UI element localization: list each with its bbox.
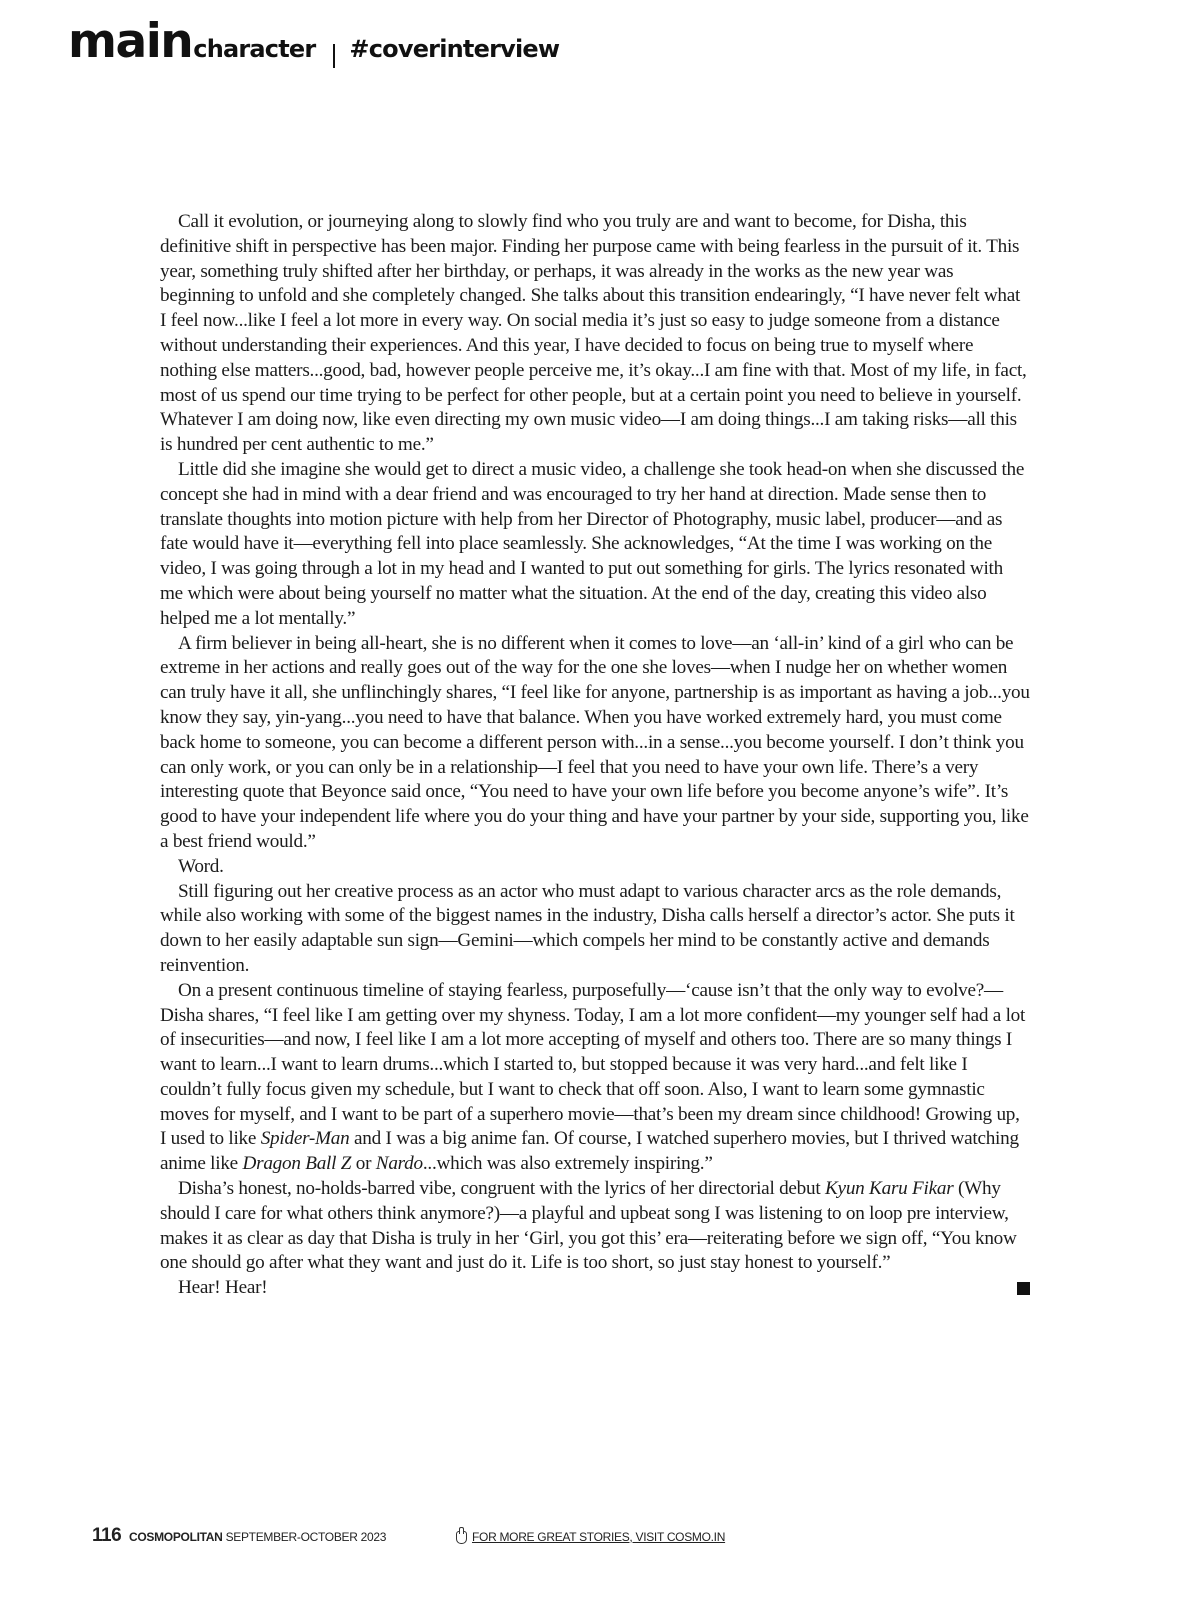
- article-body: [160, 210, 1030, 1301]
- section-header: [68, 14, 560, 78]
- publication-info: [129, 1530, 386, 1544]
- page-number: 116: [92, 1525, 122, 1546]
- p6-text-4: ...which was also extremely inspiring.”: [422, 1153, 713, 1175]
- footer-link-text: FOR MORE GREAT STORIES, VISIT COSMO.IN: [472, 1530, 726, 1544]
- section-title-main: main: [68, 14, 193, 69]
- article-paragraph-6: [160, 979, 1030, 1177]
- section-tag: #coverinterview: [349, 35, 560, 63]
- cosmo-website-link[interactable]: [456, 1530, 725, 1544]
- article-closing: [160, 1276, 1030, 1301]
- article-paragraph-5: Still figuring out her creative process as an actor who must adapt to various character arcs as the role demands, while also working with some of the biggest names in the industry, Disha calls herself a director’s actor. She puts it down to her easily adaptable sun sign—Gemini—which compels her mind to be constantly active and demands reinvention.: [160, 880, 1015, 976]
- issue-date: SEPTEMBER-OCTOBER 2023: [225, 1530, 387, 1544]
- p7-text-1: Disha’s honest, no-holds-barred vibe, congruent with the lyrics of her directorial debut: [178, 1178, 825, 1200]
- p7-title-song: Kyun Karu Fikar: [825, 1178, 954, 1200]
- end-of-article-square-icon: [1017, 1282, 1030, 1295]
- article-paragraph-2: Little did she imagine she would get to direct a music video, a challenge she took head-on when she discussed the concept she had in mind with a dear friend and was encouraged to try her hand at direction. Made sense then to translate thoughts into motion picture with help from her Director of Photography, music label, producer—and as fate would have it—everything fell into place seamlessly. She acknowledges, “At the time I was working on the video, I was going through a lot in my head and I wanted to put out something for girls. The lyrics resonated with me which were about being yourself no matter what the situation. At the end of the day, creating this video also helped me a lot mentally.”: [160, 458, 1025, 629]
- article-paragraph-4: Word.: [178, 855, 224, 877]
- p6-title-spiderman: Spider-Man: [260, 1128, 350, 1150]
- page-footer: [92, 1525, 1092, 1549]
- p7-text-2: (Why should I care for what others think anymore?)—a playful and upbeat song I was listening to on loop pre interview, makes it as clear as day that Disha is truly in her ‘Girl, you got this’ era—reiterating before we sign off, “You know one should go after what they want and just do it. Life is too short, so just stay honest to yourself.”: [160, 1178, 1017, 1274]
- section-title-sub: character: [193, 35, 316, 63]
- article-paragraph-3: A firm believer in being all-heart, she is no different when it comes to love—an ‘all-in’ kind of a girl who can be extreme in her actions and really goes out of the way for the one she loves—when I nudge her on whether women can truly have it all, she unflinchingly shares, “I feel like for anyone, partnership is as important as having a job...you know they say, yin-yang...you need to have that balance. When you have worked extremely hard, you must come back home to someone, you can become a different person with...in a sense...you become yourself. I don’t think you can only work, or you can only be in a relationship—I feel that you need to have your own life. There’s a very interesting quote that Beyonce said once, “You need to have your own life before you become anyone’s wife”. It’s good to have your independent life where you do your thing and have your partner by your side, supporting you, like a best friend would.”: [160, 632, 1030, 852]
- p6-text-3: or: [351, 1153, 376, 1175]
- p6-title-dragonball: Dragon Ball Z: [242, 1153, 352, 1175]
- closing-text: Hear! Hear!: [178, 1277, 268, 1299]
- header-divider: [333, 44, 335, 68]
- article-paragraph-7: [160, 1177, 1030, 1276]
- publication-name: COSMOPOLITAN: [129, 1530, 223, 1544]
- article-paragraph-1: Call it evolution, or journeying along to slowly find who you truly are and want to become, for Disha, this definitive shift in perspective has been major. Finding her purpose came with being fearless in the pursuit of it. This year, something truly shifted after her birthday, or perhaps, it was already in the works as the new year was beginning to unfold and she completely changed. She talks about this transition endearingly, “I have never felt what I feel now...like I feel a lot more in every way. On social media it’s just so easy to judge someone from a distance without understanding their experiences. And this year, I have decided to focus on being true to myself where nothing else matters...good, bad, however people perceive me, it’s okay...I am fine with that. Most of my life, in fact, most of us spend our time trying to be perfect for other people, but at a certain point you need to believe in yourself. Whatever I am doing now, like even directing my own music video—I am doing things...I am taking risks—all this is hundred per cent authentic to me.”: [160, 211, 1027, 456]
- p6-title-nardo: Nardo: [375, 1153, 423, 1175]
- pointing-hand-icon: [456, 1531, 467, 1544]
- p6-text-2: and I was a big anime fan. Of course, I watched superhero movies, but I thrived watching anime like: [160, 1128, 1019, 1175]
- p6-text-1: On a present continuous timeline of staying fearless, purposefully—‘cause isn’t that the only way to evolve?—Disha shares, “I feel like I am getting over my shyness. Today, I am a lot more confident—my younger self had a lot of insecurities—and now, I feel like I am a lot more accepting of myself and others too. There are so many things I want to learn...I want to learn drums...which I started to, but stopped because it was very hard...and felt like I couldn’t fully focus given my schedule, but I want to check that off soon. Also, I want to learn some gymnastic moves for myself, and I want to be part of a superhero movie—that’s been my dream since childhood! Growing up, I used to like: [160, 979, 1026, 1150]
